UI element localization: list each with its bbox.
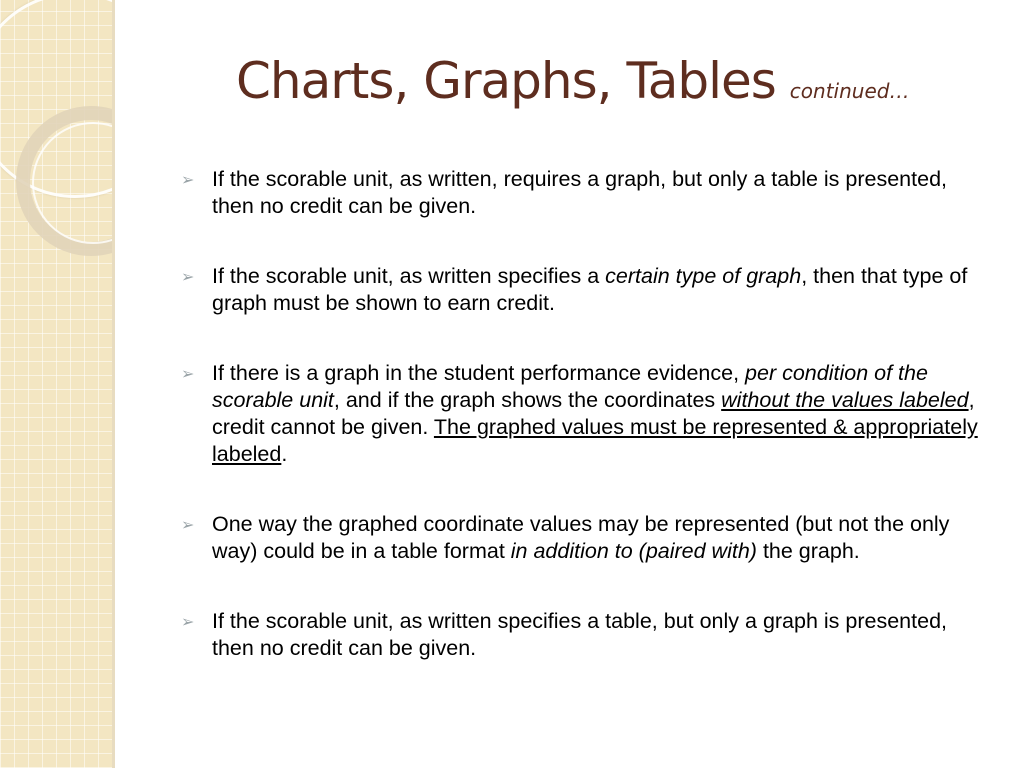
bullet-text: One way the graphed coordinate values may be represented (but not the only way) could be in a table format [212, 512, 950, 563]
bullet-list [181, 166, 981, 662]
title-suffix: continued… [789, 79, 910, 103]
bullet-text: , then that type of graph must be shown to earn credit. [212, 264, 968, 315]
bullet-text: . [281, 442, 288, 466]
strip-edge [112, 0, 115, 768]
bullet-item [181, 263, 981, 317]
arrow-right-icon: ➢ [181, 172, 195, 189]
bullet-text: If the scorable unit, as written specifies a [212, 264, 606, 288]
bullet-italic-text: in addition to (paired with) [510, 539, 757, 563]
decorative-side-strip [0, 0, 112, 768]
bullet-italic-text: per condition of the scorable unit [212, 361, 928, 412]
bullet-text: , credit cannot be given. [212, 388, 975, 439]
bullet-italic-text: certain type of graph [605, 264, 802, 288]
bullet-text: the graph. [756, 539, 860, 563]
bullet-text: If the scorable unit, as written specifies a table, but only a graph is presented, then no credit can be given. [212, 609, 947, 660]
bullet-item [181, 166, 981, 220]
arrow-right-icon: ➢ [181, 517, 195, 534]
bullet-text: , and if the graph shows the coordinates [333, 388, 722, 412]
bullet-text: If the scorable unit, as written, requires a graph, but only a table is presented, then no credit can be given. [212, 167, 947, 218]
bullet-underline-text: The graphed values must be represented & appropriately labeled [212, 415, 978, 466]
slide-title [236, 52, 909, 110]
bullet-italic-underline-text: without the values labeled [721, 388, 969, 412]
bullet-item [181, 608, 981, 662]
bullet-item [181, 360, 981, 468]
bullet-text: If there is a graph in the student performance evidence, [212, 361, 746, 385]
bullet-item [181, 511, 981, 565]
title-text: Charts, Graphs, Tables [236, 52, 776, 110]
arrow-right-icon: ➢ [181, 366, 195, 383]
arrow-right-icon: ➢ [181, 269, 195, 286]
arrow-right-icon: ➢ [181, 614, 195, 631]
